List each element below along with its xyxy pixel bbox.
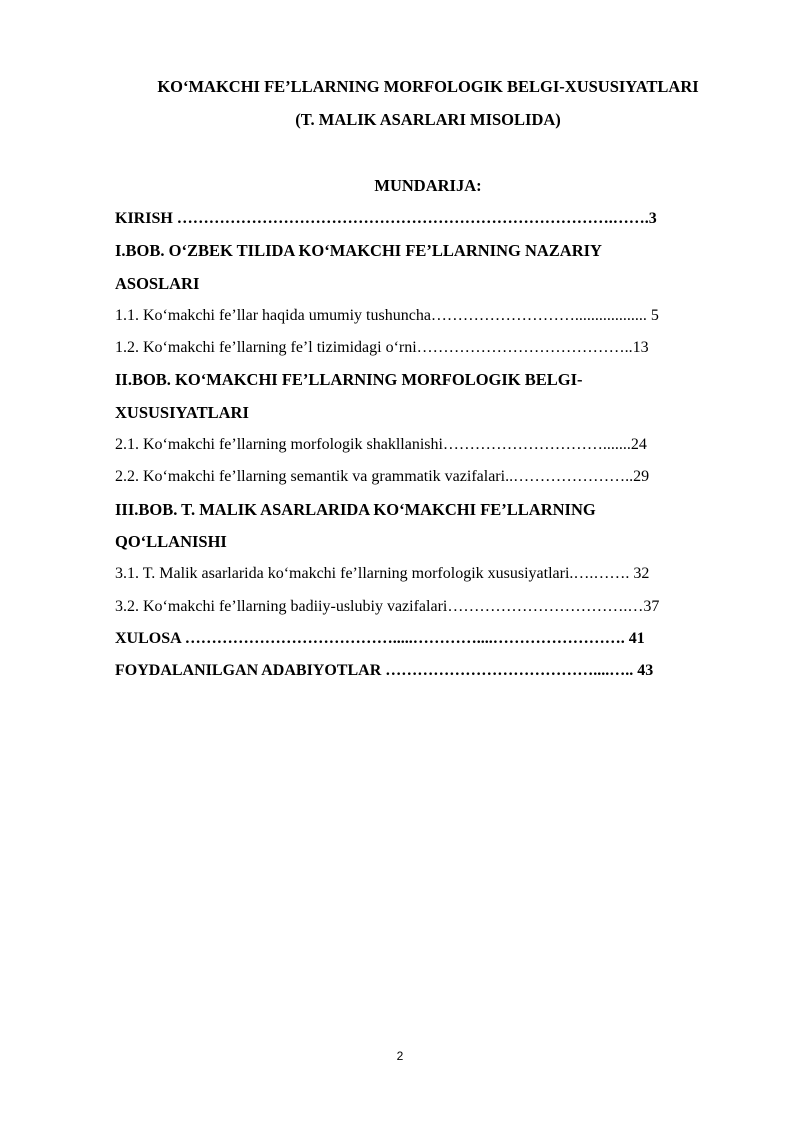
toc-chapter-2-title-cont: XUSUSIYATLARI: [115, 402, 249, 422]
toc-chapter-1-title-cont: ASOSLARI: [115, 273, 200, 293]
toc-entry-1-1: 1.1. Ko‘makchi fe’llar haqida umumiy tushuncha……………………….................. 5: [115, 306, 659, 324]
toc-entry-kirish: KIRISH ……………………………………………………………………….…….3: [115, 210, 657, 227]
toc-chapter-3-title-cont: QO‘LLANISHI: [115, 531, 227, 551]
document-title-line2: (T. MALIK ASARLARI MISOLIDA): [295, 110, 561, 129]
document-title-line1: KO‘MAKCHI FE’LLARNING MORFOLOGIK BELGI-XUSUSIYATLARI: [157, 77, 699, 96]
toc-entry-adabiyotlar: FOYDALANILGAN ADABIYOTLAR …………………………………....….. 43: [115, 662, 654, 680]
toc-chapter-2-title: II.BOB. KO‘MAKCHI FE’LLARNING MORFOLOGIK BELGI-: [115, 370, 583, 390]
toc-entry-3-1: 3.1. T. Malik asarlarida ko‘makchi fe’llarning morfologik xususiyatlari.….……. 32: [115, 565, 650, 583]
table-of-contents: [115, 203, 743, 687]
toc-entry-3-2: 3.2. Ko‘makchi fe’llarning badiiy-uslubiy vazifalari…………………………….…37: [115, 597, 660, 615]
contents-heading: MUNDARIJA:: [374, 176, 482, 195]
toc-entry-xulosa: XULOSA ………………………………….....…………....……………………. 41: [115, 629, 645, 647]
toc-entry-2-1: 2.1. Ko‘makchi fe’llarning morfologik shakllanishi………………………….......24: [115, 436, 647, 454]
toc-chapter-3-title: III.BOB. T. MALIK ASARLARIDA KO‘MAKCHI FE’LLARNING: [115, 499, 596, 519]
toc-entry-1-2: 1.2. Ko‘makchi fe’llarning fe’l tizimidagi o‘rni…………………………………..13: [115, 339, 649, 357]
toc-entry-2-2: 2.2. Ko‘makchi fe’llarning semantik va grammatik vazifalari..…………………..29: [115, 468, 650, 486]
page-number: 2: [396, 1049, 404, 1063]
toc-chapter-1-title: I.BOB. O‘ZBEK TILIDA KO‘MAKCHI FE’LLARNING NAZARIY: [115, 241, 602, 261]
